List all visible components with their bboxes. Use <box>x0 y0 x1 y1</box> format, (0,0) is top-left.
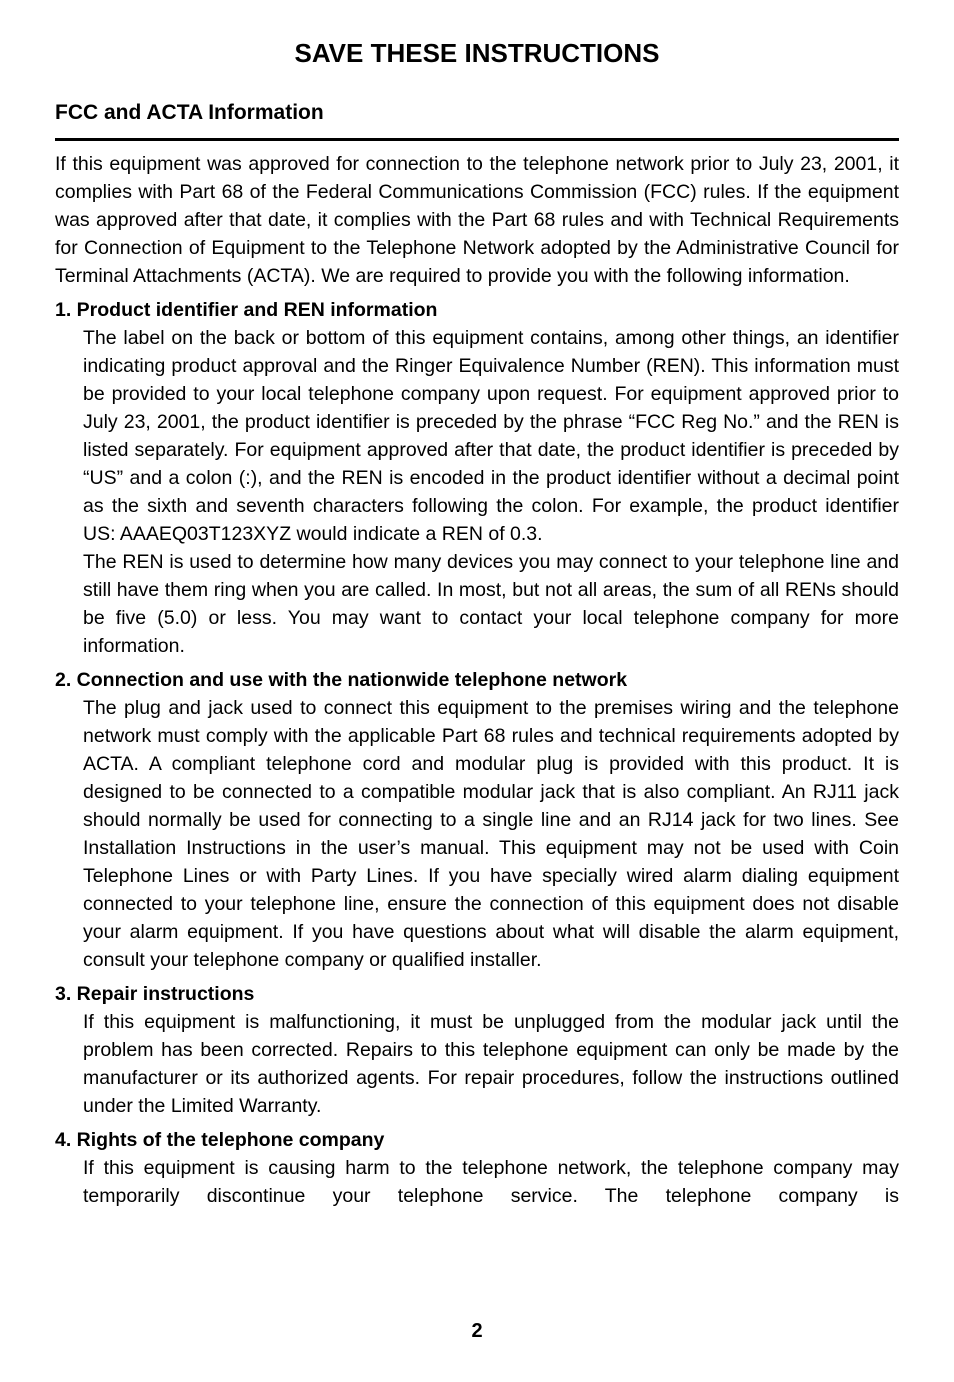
list-item-connection <box>55 666 899 974</box>
item-heading: 4. Rights of the telephone company <box>55 1129 385 1151</box>
section-title: FCC and ACTA Information <box>55 101 324 124</box>
list-item-telephone-company-rights <box>55 1126 899 1210</box>
item-paragraph: The REN is used to determine how many devices you may connect to your telephone line and still have them ring when you are called. In most, but not all areas, the sum of all RENs should be five (5.0) or less. You may want to contact your local telephone company for more information. <box>83 551 899 657</box>
item-paragraph: The plug and jack used to connect this equipment to the premises wiring and the telephone network must comply with the applicable Part 68 rules and technical requirements adopted by ACTA. A compliant telephone cord and modular plug is provided with this product. It is designed to be connected to a compatible modular jack that is also compliant. An RJ11 jack should normally be used for connecting to a single line and an RJ14 jack for two lines. See Installation Instructions in the user’s manual. This equipment may not be used with Coin Telephone Lines or with Party Lines. If you have specially wired alarm dialing equipment connected to your telephone line, ensure the connection of this equipment does not disable your alarm equipment. If you have questions about what will disable the alarm equipment, consult your telephone company or qualified installer. <box>83 697 899 971</box>
intro-paragraph: If this equipment was approved for connection to the telephone network prior to July 23, 2001, it complies with Part 68 of the Federal Communications Commission (FCC) rules. If the equipment was approved after that date, it complies with the Part 68 rules and with Technical Requirements for Connection of Equipment to the Telephone Network adopted by the Administrative Council for Terminal Attachments (ACTA). We are required to provide you with the following information. <box>55 153 899 287</box>
page-title: SAVE THESE INSTRUCTIONS <box>294 38 660 68</box>
list-item-product-identifier <box>55 296 899 660</box>
item-paragraph: If this equipment is malfunctioning, it must be unplugged from the modular jack until the problem has been corrected. Repairs to this telephone equipment can only be made by the manufacturer or its authorized agents. For repair procedures, follow the instructions outlined under the Limited Warranty. <box>83 1011 899 1117</box>
page-number: 2 <box>471 1320 483 1342</box>
item-paragraph: If this equipment is causing harm to the telephone network, the telephone company may temporarily discontinue your telephone service. The telephone company is <box>83 1157 899 1207</box>
document-body <box>55 150 899 1210</box>
list-item-repair <box>55 980 899 1120</box>
item-paragraph: The label on the back or bottom of this equipment contains, among other things, an identifier indicating product approval and the Ringer Equivalence Number (REN). This information must be provided to your local telephone company upon request. For equipment approved prior to July 23, 2001, the product identifier is preceded by the phrase “FCC Reg No.” and the REN is listed separately. For equipment approved after that date, the product identifier is preceded by “US” and a colon (:), and the REN is encoded in the product identifier without a decimal point as the sixth and seventh characters following the colon. For example, the product identifier US: AAAEQ03T123XYZ would indicate a REN of 0.3. <box>83 327 899 545</box>
item-heading: 3. Repair instructions <box>55 983 255 1005</box>
section-divider <box>55 138 899 141</box>
item-heading: 1. Product identifier and REN information <box>55 299 438 321</box>
item-heading: 2. Connection and use with the nationwide telephone network <box>55 669 628 691</box>
